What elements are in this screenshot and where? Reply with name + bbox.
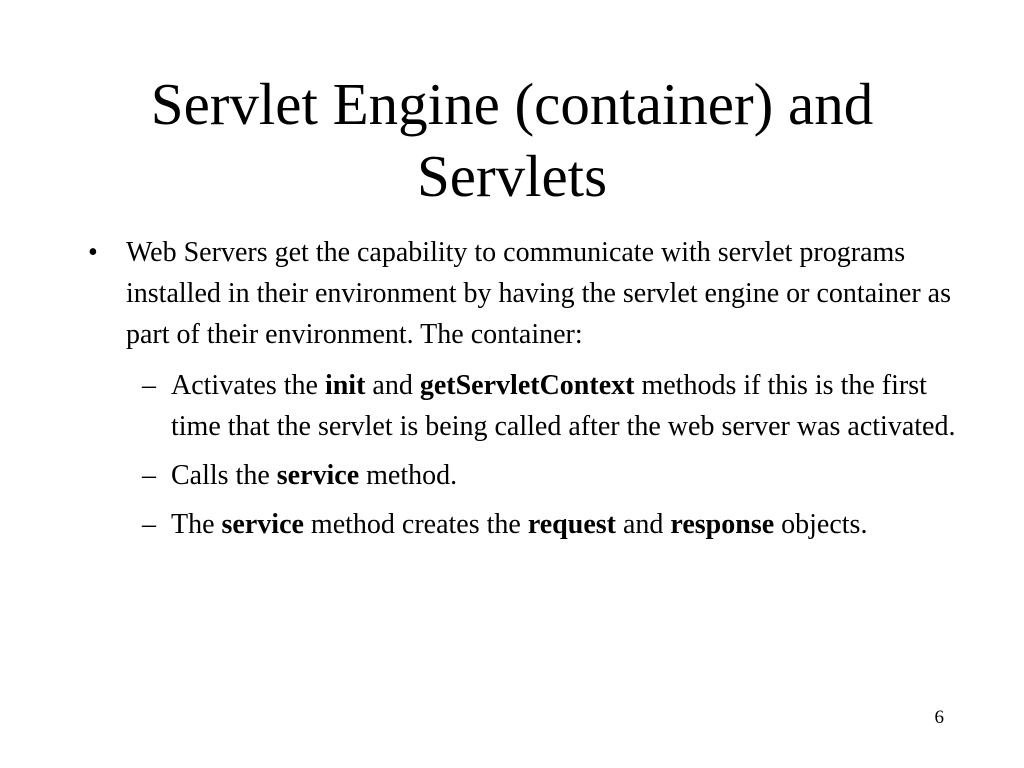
text-run-bold: service	[276, 460, 360, 491]
sub-bullet-text	[171, 370, 955, 442]
bullet-text: Web Servers get the capability to communicate with servlet programs installed in their environment by having the servlet engine or container as part of their environment. The container:	[126, 237, 951, 350]
slide-body	[88, 232, 968, 553]
sub-bullet-marker: –	[142, 370, 156, 401]
sub-bullet-marker: –	[142, 509, 156, 540]
text-run-bold: getServletContext	[419, 370, 635, 401]
text-run: methods if this is the first time that the servlet is being called after the web server was activated.	[171, 370, 956, 442]
bullet-marker: •	[88, 237, 98, 268]
bullet-item	[88, 232, 968, 355]
text-run-bold: service	[221, 509, 304, 540]
page-number: 6	[934, 707, 944, 728]
text-run-bold: request	[527, 509, 616, 540]
text-run: Calls the	[171, 460, 277, 491]
text-run: method.	[359, 460, 458, 491]
sub-bullet-text	[171, 509, 867, 540]
sub-bullet-item	[88, 455, 968, 496]
text-run-bold: init	[324, 370, 366, 401]
text-run: Activates the	[171, 370, 325, 401]
text-run: method creates the	[303, 509, 528, 540]
sub-bullet-text	[171, 460, 457, 491]
slide-title: Servlet Engine (container) and Servlets	[150, 71, 874, 209]
sub-bullet-marker: –	[142, 460, 156, 491]
text-run: objects.	[774, 509, 868, 540]
text-run: The	[171, 509, 222, 540]
text-run: and	[615, 509, 671, 540]
text-run: and	[365, 370, 420, 401]
sub-bullet-list	[88, 365, 968, 545]
text-run-bold: response	[670, 509, 775, 540]
sub-bullet-item	[88, 365, 968, 447]
sub-bullet-item	[88, 504, 968, 545]
